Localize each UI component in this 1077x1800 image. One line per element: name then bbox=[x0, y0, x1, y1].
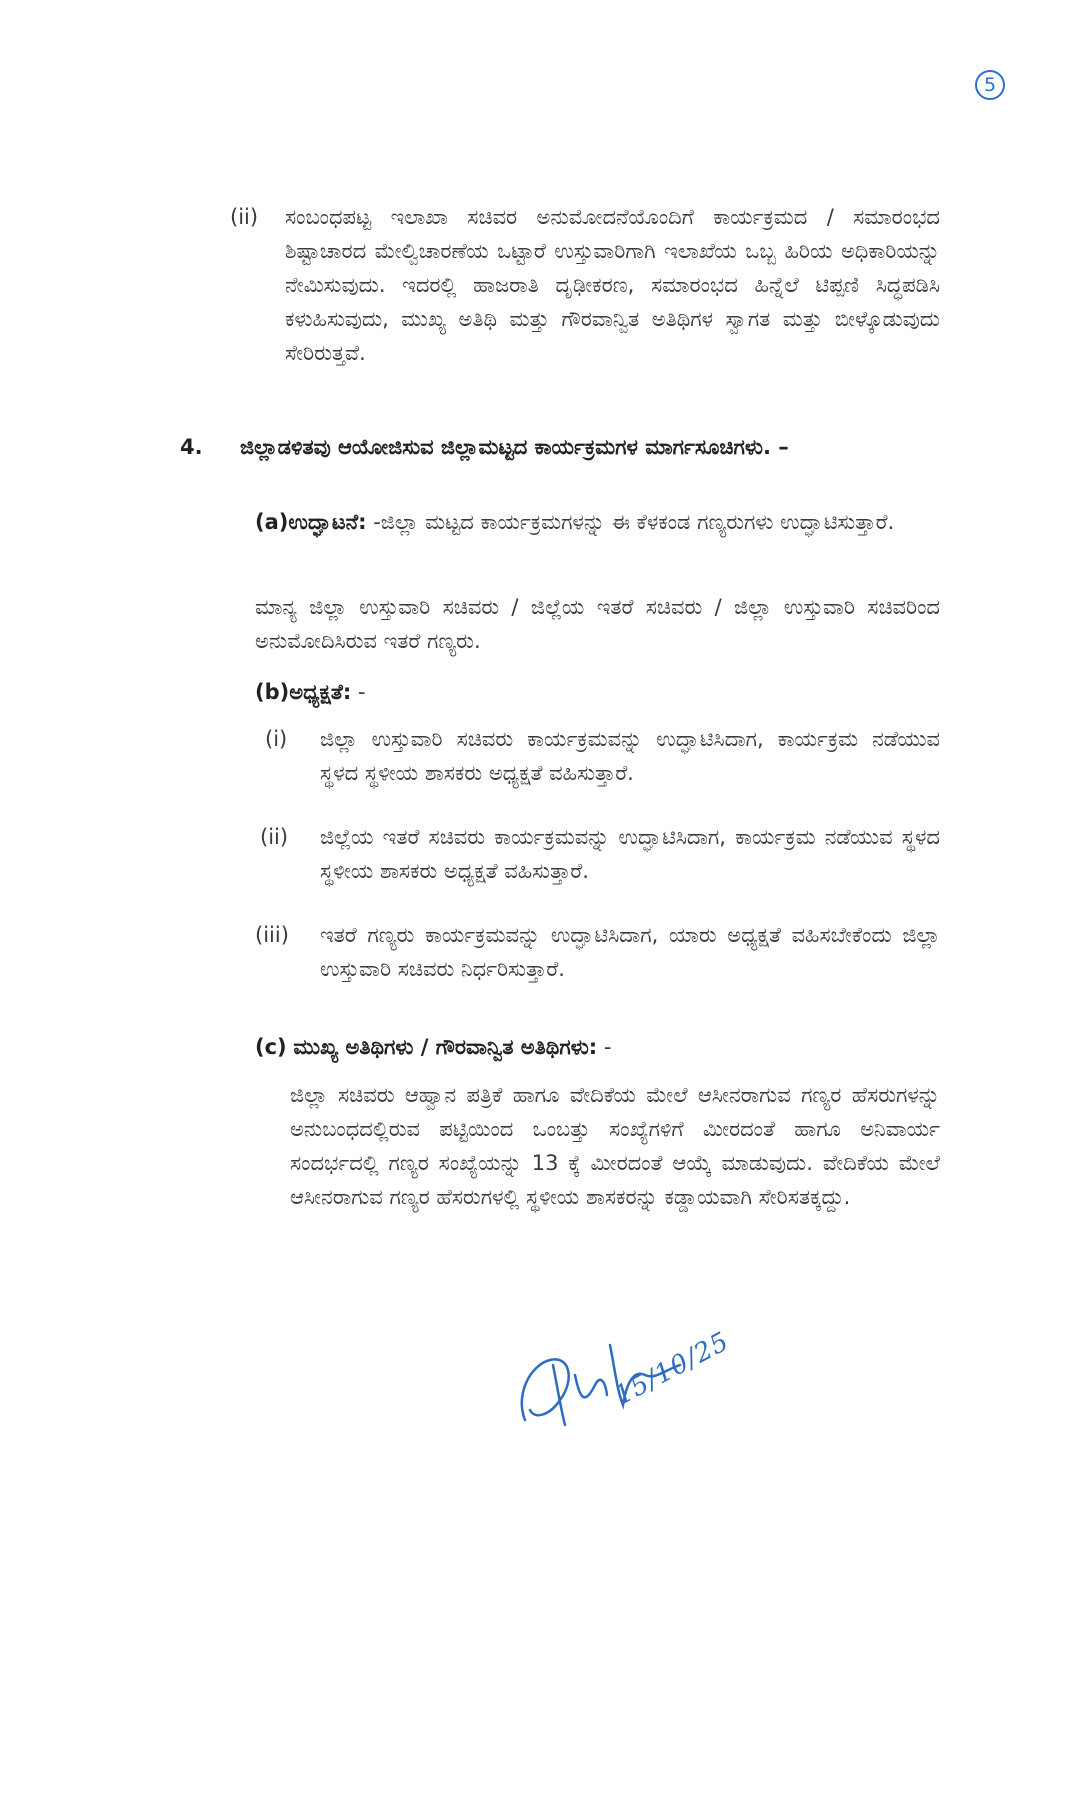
sub-b-label: (b) bbox=[255, 680, 290, 704]
section-4-heading bbox=[180, 430, 940, 464]
sub-b-item-iii bbox=[255, 918, 940, 986]
sub-b-item-ii bbox=[260, 820, 940, 888]
sub-a-title: ಉದ್ಘಾಟನೆ: bbox=[288, 510, 367, 534]
sub-b-item-iii-label: (iii) bbox=[255, 923, 289, 947]
sub-c-paragraph: ಜಿಲ್ಲಾ ಸಚಿವರು ಆಹ್ವಾನ ಪತ್ರಿಕೆ ಹಾಗೂ ವೇದಿಕೆಯ ಮೇಲೆ ಆಸೀನರಾಗುವ ಗಣ್ಯರ ಹೆಸರುಗಳನ್ನು ಅನುಬಂಧದಲ್ಲಿರುವ ಪಟ್ಟಿಯಿಂದ ಒಂಬತ್ತು ಸಂಖ್ಯೆಗಳಿಗೆ ಮೀರದಂತೆ ಹಾಗೂ ಅನಿವಾರ್ಯ ಸಂದರ್ಭದಲ್ಲಿ ಗಣ್ಯರ ಸಂಖ್ಯೆಯನ್ನು 13 ಕ್ಕೆ ಮೀರದಂತೆ ಆಯ್ಕೆ ಮಾಡುವುದು. ವೇದಿಕೆಯ ಮೇಲೆ ಆಸೀನರಾಗುವ ಗಣ್ಯರ ಹೆಸರುಗಳಲ್ಲಿ ಸ್ಥಳೀಯ ಶಾಸಕರನ್ನು ಕಡ್ಡಾಯವಾಗಿ ಸೇರಿಸತಕ್ಕದ್ದು. bbox=[290, 1083, 940, 1209]
sub-b-item-ii-label: (ii) bbox=[260, 825, 289, 849]
sub-b-item-iii-text: ಇತರೆ ಗಣ್ಯರು ಕಾರ್ಯಕ್ರಮವನ್ನು ಉದ್ಘಾಟಿಸಿದಾಗ, ಯಾರು ಅಧ್ಯಕ್ಷತೆ ವಹಿಸಬೇಕೆಂದು ಜಿಲ್ಲಾ ಉಸ್ತುವಾರಿ ಸಚಿವರು ನಿರ್ಧರಿಸುತ್ತಾರೆ. bbox=[320, 923, 940, 981]
section-4-number: 4. bbox=[180, 435, 203, 459]
sub-b-item-ii-text: ಜಿಲ್ಲೆಯ ಇತರೆ ಸಚಿವರು ಕಾರ್ಯಕ್ರಮವನ್ನು ಉದ್ಘಾಟಿಸಿದಾಗ, ಕಾರ್ಯಕ್ರಮ ನಡೆಯುವ ಸ್ಥಳದ ಸ್ಥಳೀಯ ಶಾಸಕರು ಅಧ್ಯಕ್ಷತೆ ವಹಿಸುತ್ತಾರೆ. bbox=[320, 825, 940, 883]
sub-a bbox=[255, 505, 940, 539]
sub-b-item-i bbox=[265, 722, 940, 790]
sub-a-line bbox=[255, 505, 940, 539]
sub-a-label: (a) bbox=[255, 510, 289, 534]
item-ii bbox=[230, 200, 940, 370]
sub-a-paragraph: ಮಾನ್ಯ ಜಿಲ್ಲಾ ಉಸ್ತುವಾರಿ ಸಚಿವರು / ಜಿಲ್ಲೆಯ ಇತರೆ ಸಚಿವರು / ಜಿಲ್ಲಾ ಉಸ್ತುವಾರಿ ಸಚಿವರಿಂದ ಅನುಮೋದಿಸಿರುವ ಇತರೆ ಗಣ್ಯರು. bbox=[255, 595, 940, 653]
page-number: 5 bbox=[975, 70, 1005, 100]
sub-a-text: -ಜಿಲ್ಲಾ ಮಟ್ಟದ ಕಾರ್ಯಕ್ರಮಗಳನ್ನು ಈ ಕೆಳಕಂಡ ಗಣ್ಯರುಗಳು ಉದ್ಘಾಟಿಸುತ್ತಾರೆ. bbox=[366, 510, 895, 534]
sub-b-suffix: - bbox=[351, 680, 366, 704]
section-4-title: ಜಿಲ್ಲಾಡಳಿತವು ಆಯೋಜಿಸುವ ಜಿಲ್ಲಾಮಟ್ಟದ ಕಾರ್ಯಕ್ರಮಗಳ ಮಾರ್ಗಸೂಚಿಗಳು. – bbox=[240, 435, 789, 459]
item-ii-text: ಸಂಬಂಧಪಟ್ಟ ಇಲಾಖಾ ಸಚಿವರ ಅನುಮೋದನೆಯೊಂದಿಗೆ ಕಾರ್ಯಕ್ರಮದ / ಸಮಾರಂಭದ ಶಿಷ್ಟಾಚಾರದ ಮೇಲ್ವಿಚಾರಣೆಯ ಒಟ್ಟಾರೆ ಉಸ್ತುವಾರಿಗಾಗಿ ಇಲಾಖೆಯ ಒಬ್ಬ ಹಿರಿಯ ಅಧಿಕಾರಿಯನ್ನು ನೇಮಿಸುವುದು. ಇದರಲ್ಲಿ ಹಾಜರಾತಿ ದೃಢೀಕರಣ, ಸಮಾರಂಭದ ಹಿನ್ನೆಲೆ ಟಿಪ್ಪಣಿ ಸಿದ್ಧಪಡಿಸಿ ಕಳುಹಿಸುವುದು, ಮುಖ್ಯ ಅತಿಥಿ ಮತ್ತು ಗೌರವಾನ್ವಿತ ಅತಿಥಿಗಳ ಸ್ವಾಗತ ಮತ್ತು ಬೀಳ್ಕೊಡುವುದು ಸೇರಿರುತ್ತವೆ. bbox=[285, 205, 940, 365]
sub-b-item-i-label: (i) bbox=[265, 727, 288, 751]
sub-c-title: ಮುಖ್ಯ ಅತಿಥಿಗಳು / ಗೌರವಾನ್ವಿತ ಅತಿಥಿಗಳು: bbox=[293, 1035, 598, 1059]
signature-date: 15/10/25 bbox=[610, 1326, 735, 1412]
sub-c-suffix: - bbox=[597, 1035, 612, 1059]
sub-b-title: ಅಧ್ಯಕ್ಷತೆ: bbox=[289, 680, 352, 704]
sub-b-heading bbox=[255, 675, 940, 709]
sub-c-label: (c) bbox=[255, 1035, 287, 1059]
sub-c-heading bbox=[255, 1030, 940, 1064]
item-ii-label: (ii) bbox=[230, 205, 259, 229]
sub-b-item-i-text: ಜಿಲ್ಲಾ ಉಸ್ತುವಾರಿ ಸಚಿವರು ಕಾರ್ಯಕ್ರಮವನ್ನು ಉದ್ಘಾಟಿಸಿದಾಗ, ಕಾರ್ಯಕ್ರಮ ನಡೆಯುವ ಸ್ಥಳದ ಸ್ಥಳೀಯ ಶಾಸಕರು ಅಧ್ಯಕ್ಷತೆ ವಹಿಸುತ್ತಾರೆ. bbox=[320, 727, 940, 785]
